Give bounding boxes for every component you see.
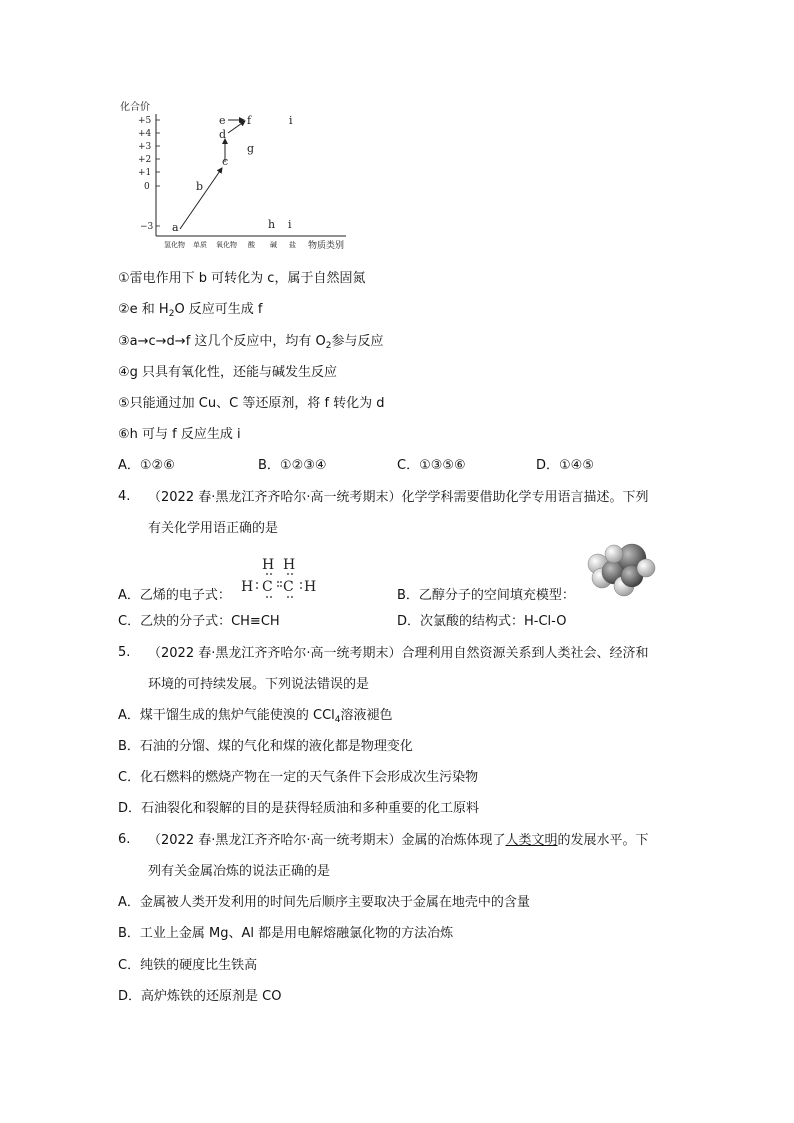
q6-option-d[interactable]: D．高炉炼铁的还原剂是 CO: [118, 989, 282, 1004]
valence-class-diagram: [118, 98, 358, 258]
y-tick: +3: [138, 142, 152, 152]
q4-option-d[interactable]: D．次氯酸的结构式：H-Cl-O: [397, 614, 567, 629]
q3-option-a[interactable]: A．①②⑥: [118, 458, 175, 473]
q6-stem-line1: （2022 春·黑龙江齐齐哈尔·高一统考期末）金属的冶炼体现了人类文明的发展水平。下: [148, 833, 649, 848]
q4-option-b[interactable]: B．乙醇分子的空间填充模型：: [397, 588, 575, 603]
x-axis-title: 物质类别: [308, 241, 345, 251]
x-tick: 氢化物: [164, 241, 185, 249]
q3-option-c[interactable]: C．①③⑤⑥: [397, 458, 466, 473]
point-c: c: [222, 155, 229, 168]
point-g: g: [247, 142, 255, 155]
svg-text:H: H: [304, 579, 317, 595]
ethanol-space-filling-model: [584, 542, 662, 598]
y-tick: 0: [144, 182, 150, 192]
statement-3: ③a→c→d→f 这几个反应中，均有 $O_2$参与反应: [118, 334, 384, 351]
point-i-bottom: i: [288, 218, 292, 231]
q5-option-c[interactable]: C．化石燃料的燃烧产物在一定的天气条件下会形成次生污染物: [118, 770, 479, 785]
y-tick: +5: [138, 116, 152, 126]
ethene-electron-formula: [240, 555, 320, 601]
y-axis-title: 化合价: [120, 102, 150, 113]
statement-2: ②e 和 $H_2O$ 反应可生成 f: [118, 302, 263, 319]
q5-number: 5.: [118, 645, 131, 660]
q6-option-a[interactable]: A．金属被人类开发利用的时间先后顺序主要取决于金属在地壳中的含量: [118, 895, 530, 910]
svg-text:H: H: [241, 579, 254, 595]
statement-6: ⑥h 可与 f 反应生成 i: [118, 427, 241, 442]
q5-option-b[interactable]: B．石油的分馏、煤的气化和煤的液化都是物理变化: [118, 739, 413, 754]
svg-text:C: C: [262, 579, 273, 595]
y-tick: +2: [138, 155, 152, 165]
point-a: a: [172, 221, 179, 234]
q6-stem-line2: 列有关金属冶炼的说法正确的是: [148, 864, 331, 879]
x-tick: 氧化物: [216, 241, 237, 249]
q4-stem-line2: 有关化学用语正确的是: [148, 521, 279, 536]
q6-option-b[interactable]: B．工业上金属 Mg、Al 都是用电解熔融氯化物的方法冶炼: [118, 926, 454, 941]
point-f: f: [247, 114, 252, 127]
y-tick: +1: [138, 168, 152, 178]
point-e: e: [219, 114, 226, 127]
statement-5: ⑤只能通过加 Cu、C 等还原剂，将 f 转化为 d: [118, 396, 385, 411]
svg-text:C: C: [283, 579, 294, 595]
point-d: d: [219, 128, 227, 141]
q6-number: 6.: [118, 832, 131, 847]
point-h: h: [268, 218, 276, 231]
q5-option-d[interactable]: D．石油裂化和裂解的目的是获得轻质油和多种重要的化工原料: [118, 801, 480, 816]
q6-option-c[interactable]: C．纯铁的硬度比生铁高: [118, 958, 258, 973]
y-tick: +4: [138, 129, 152, 139]
q3-option-b[interactable]: B．①②③④: [258, 458, 327, 473]
x-tick: 碱: [270, 241, 277, 249]
svg-text:H: H: [283, 557, 296, 573]
x-tick: 酸: [248, 241, 255, 249]
q3-option-d[interactable]: D．①④⑤: [536, 458, 594, 473]
q4-option-a[interactable]: A．乙烯的电子式：: [118, 588, 231, 603]
point-b: b: [196, 180, 204, 193]
x-tick: 单质: [193, 241, 207, 249]
statement-4: ④g 只具有氧化性，还能与碱发生反应: [118, 365, 338, 380]
q5-stem-line1: （2022 春·黑龙江齐齐哈尔·高一统考期末）合理利用自然资源关系到人类社会、经济和: [148, 646, 649, 661]
statement-1: ①雷电作用下 b 可转化为 c，属于自然固氮: [118, 271, 366, 286]
q4-stem-line1: （2022 春·黑龙江齐齐哈尔·高一统考期末）化学学科需要借助化学专用语言描述。下列: [148, 490, 649, 505]
y-tick: −3: [140, 222, 154, 232]
q5-stem-line2: 环境的可持续发展。下列说法错误的是: [148, 677, 370, 692]
point-i-top: i: [289, 114, 293, 127]
q4-option-c[interactable]: C．乙炔的分子式：CH≡CH: [118, 614, 280, 629]
q5-option-a[interactable]: A．煤干馏生成的焦炉气能使溴的 CCl$_4$溶液褪色: [118, 708, 393, 725]
x-tick: 盐: [289, 241, 296, 249]
svg-text:H: H: [262, 557, 275, 573]
q4-number: 4.: [118, 489, 131, 504]
